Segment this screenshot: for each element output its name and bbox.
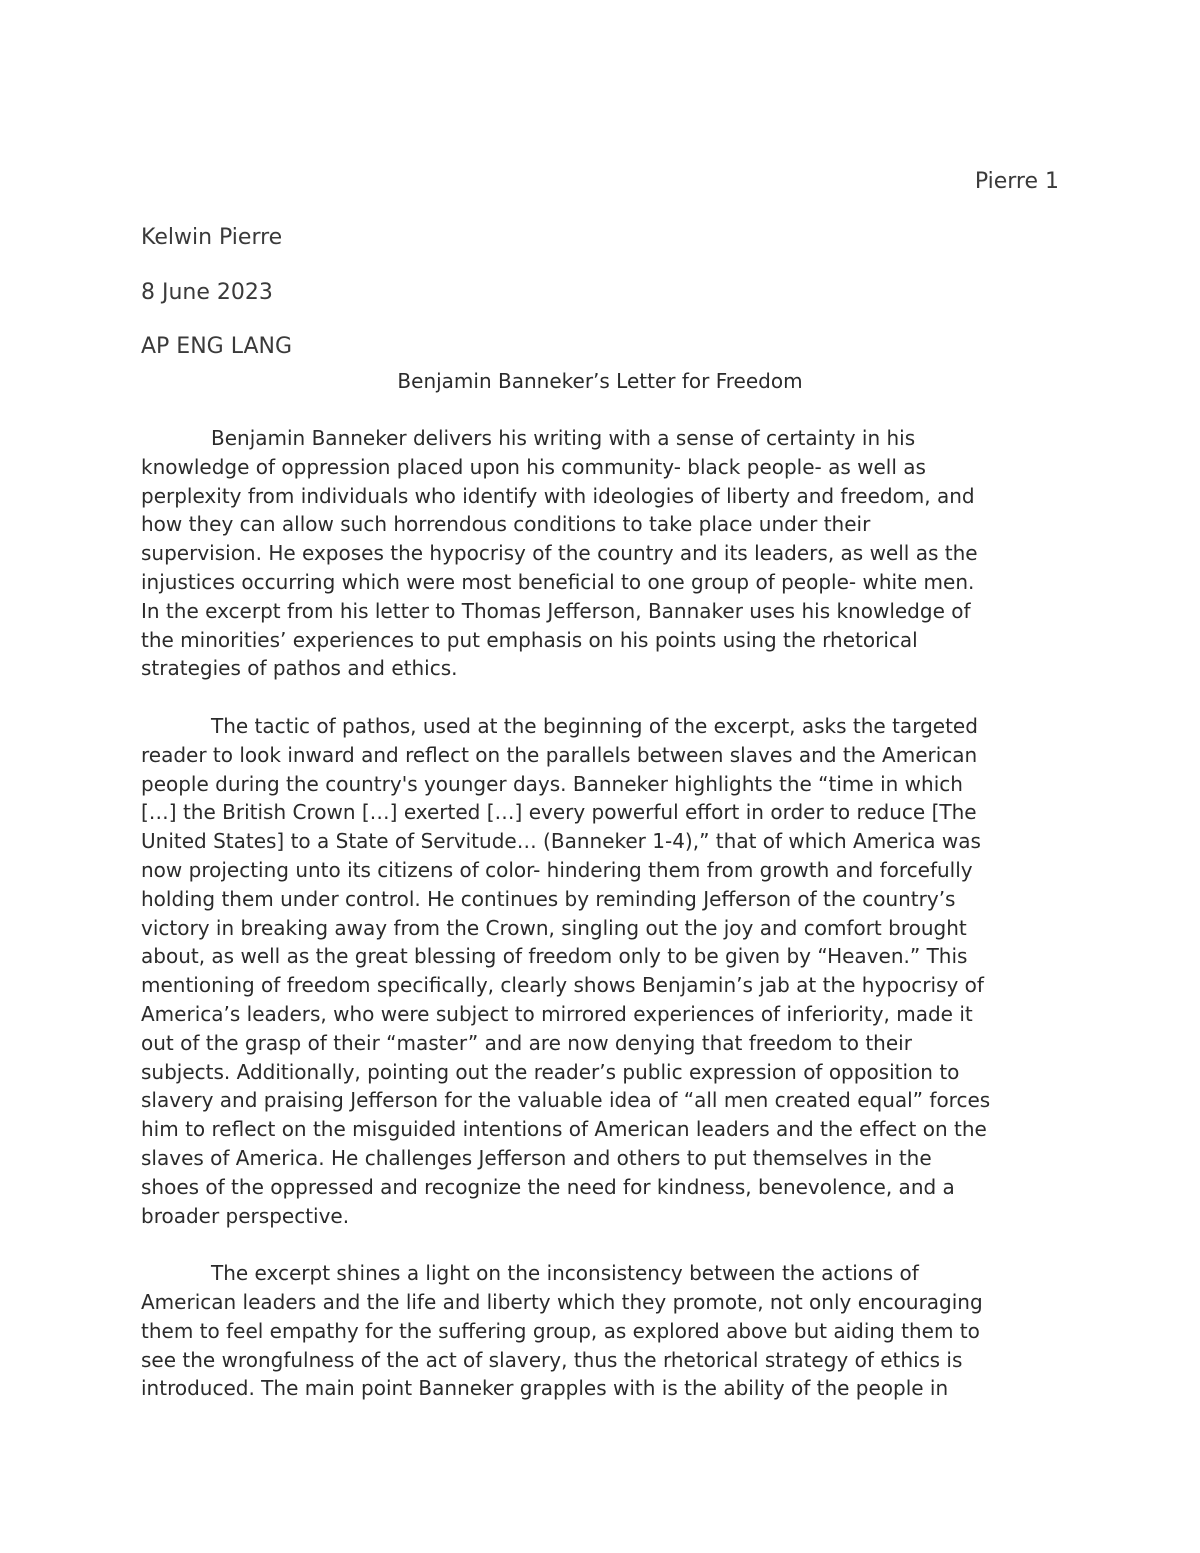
- paragraph-line: America’s leaders, who were subject to mirrored experiences of inferiority, made it: [141, 1001, 973, 1026]
- course-name: AP ENG LANG: [141, 334, 293, 359]
- paragraph-line: broader perspective.: [141, 1203, 350, 1228]
- paragraph-line: the minorities’ experiences to put emphasis on his points using the rhetorical: [141, 627, 918, 652]
- paragraph-line: reader to look inward and reflect on the parallels between slaves and the American: [141, 742, 978, 767]
- paragraph-line: United States] to a State of Servitude… (Banneker 1-4),” that of which America was: [141, 829, 981, 854]
- paragraph-line: how they can allow such horrendous conditions to take place under their: [141, 512, 871, 537]
- paragraph-line: them to feel empathy for the suffering group, as explored above but aiding them to: [141, 1318, 980, 1343]
- paragraph-line: Benjamin Banneker delivers his writing with a sense of certainty in his: [211, 426, 916, 450]
- paragraph-line: about, as well as the great blessing of freedom only to be given by “Heaven.” This: [141, 944, 968, 969]
- paragraph-line: perplexity from individuals who identify with ideologies of liberty and freedom, and: [141, 483, 975, 508]
- paragraph-2: [141, 712, 1067, 1230]
- paragraph-line: slavery and praising Jefferson for the valuable idea of “all men created equal” forces: [141, 1088, 991, 1113]
- paragraph-line: injustices occurring which were most beneficial to one group of people- white men.: [141, 569, 975, 594]
- author-name: Kelwin Pierre: [141, 225, 283, 250]
- paragraph-line: out of the grasp of their “master” and are now denying that freedom to their: [141, 1030, 912, 1055]
- essay-body: [141, 424, 1067, 1432]
- paragraph-line: mentioning of freedom specifically, clearly shows Benjamin’s jab at the hypocrisy of: [141, 973, 984, 998]
- paragraph-line: introduced. The main point Banneker grapples with is the ability of the people in: [141, 1376, 949, 1401]
- paragraph-line: In the excerpt from his letter to Thomas Jefferson, Bannaker uses his knowledge of: [141, 598, 971, 623]
- paragraph-line: strategies of pathos and ethics.: [141, 656, 458, 681]
- paragraph-line: […] the British Crown […] exerted […] every powerful effort in order to reduce [The: [141, 800, 977, 825]
- paragraph-line: now projecting unto its citizens of color- hindering them from growth and forcefully: [141, 857, 973, 882]
- paragraph-line: holding them under control. He continues by reminding Jefferson of the country’s: [141, 886, 956, 911]
- paragraph-line: The tactic of pathos, used at the beginning of the excerpt, asks the targeted: [211, 713, 978, 738]
- paragraph-line: supervision. He exposes the hypocrisy of the country and its leaders, as well as the: [141, 541, 978, 566]
- paragraph-3: [141, 1259, 1067, 1403]
- essay-title: Benjamin Banneker’s Letter for Freedom: [397, 369, 803, 393]
- paragraph-line: see the wrongfulness of the act of slavery, thus the rhetorical strategy of ethics is: [141, 1347, 963, 1372]
- paragraph-line: American leaders and the life and liberty which they promote, not only encouraging: [141, 1289, 983, 1314]
- paragraph-line: shoes of the oppressed and recognize the need for kindness, benevolence, and a: [141, 1174, 955, 1199]
- paragraph-line: subjects. Additionally, pointing out the reader’s public expression of opposition to: [141, 1059, 960, 1084]
- paragraph-line: victory in breaking away from the Crown, singling out the joy and comfort brought: [141, 915, 967, 940]
- paragraph-line: him to reflect on the misguided intentions of American leaders and the effect on the: [141, 1117, 987, 1142]
- paragraph-line: people during the country's younger days. Banneker highlights the “time in which: [141, 771, 963, 796]
- document-date: 8 June 2023: [141, 280, 273, 305]
- paragraph-line: The excerpt shines a light on the inconsistency between the actions of: [211, 1261, 919, 1286]
- paragraph-1: [141, 424, 1067, 683]
- paragraph-line: slaves of America. He challenges Jefferson and others to put themselves in the: [141, 1145, 932, 1170]
- paragraph-line: knowledge of oppression placed upon his community- black people- as well as: [141, 454, 926, 479]
- running-header-page-number: Pierre 1: [974, 169, 1059, 194]
